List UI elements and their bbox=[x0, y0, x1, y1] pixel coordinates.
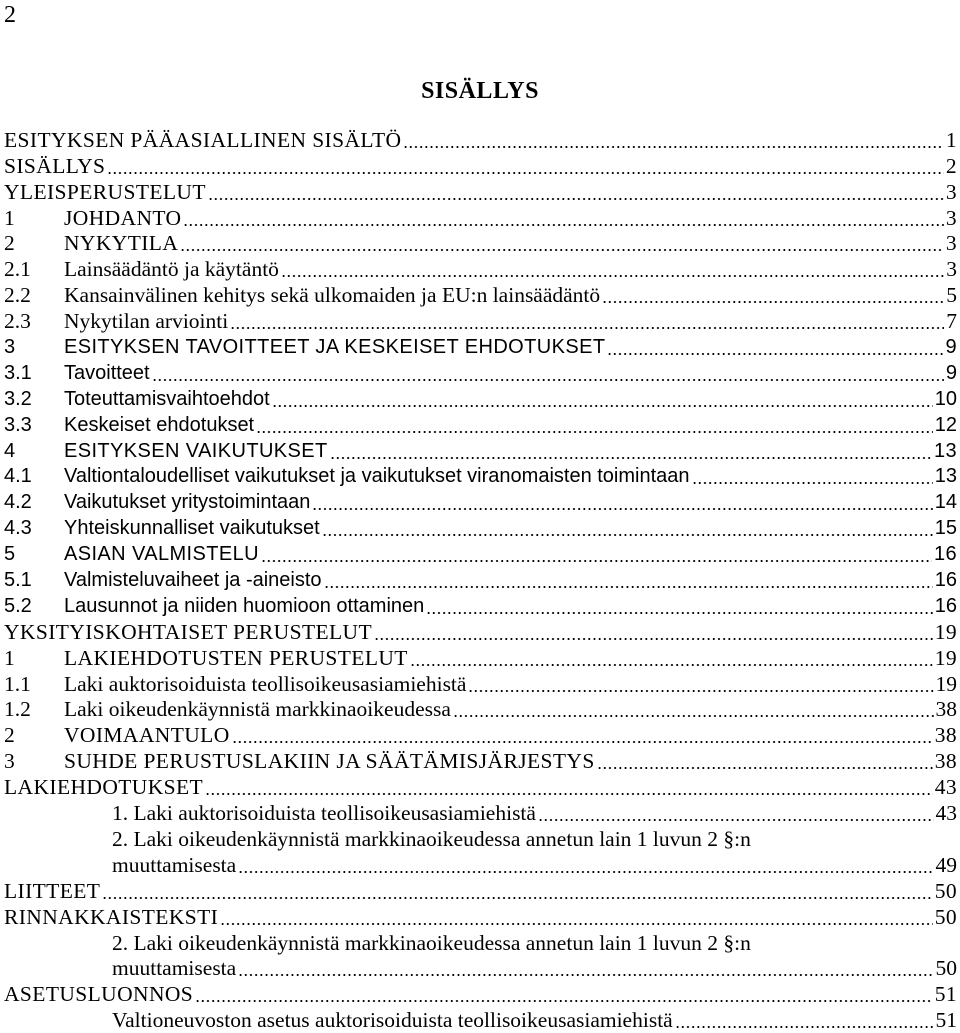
toc-entry bbox=[0, 1007, 957, 1033]
toc-entry-title: LAKIEHDOTUSTEN PERUSTELUT bbox=[64, 645, 408, 670]
dot-leader bbox=[426, 612, 932, 614]
toc-entry bbox=[0, 360, 957, 386]
toc-entry bbox=[0, 645, 957, 671]
toc-entry bbox=[0, 930, 957, 956]
toc-entry-page: 5 bbox=[946, 283, 957, 308]
dot-leader bbox=[324, 586, 933, 588]
toc-entry-page: 15 bbox=[934, 517, 957, 540]
toc-entry-title: Toteuttamisvaihtoehdot bbox=[64, 387, 270, 410]
toc-entry-page: 51 bbox=[934, 982, 957, 1007]
toc-entry-page: 3 bbox=[946, 257, 957, 282]
toc-entry bbox=[0, 412, 957, 438]
toc-entry bbox=[0, 515, 957, 541]
toc-entry-page: 7 bbox=[946, 309, 957, 334]
toc-entry-number: 2 bbox=[4, 231, 16, 256]
toc-entry-page: 14 bbox=[934, 491, 957, 514]
toc-entry-page: 13 bbox=[934, 465, 957, 488]
toc-entry bbox=[0, 153, 957, 179]
toc-entry bbox=[0, 489, 957, 515]
toc-entry-title: Tavoitteet bbox=[64, 361, 150, 384]
toc-entry-page: 9 bbox=[945, 336, 957, 359]
toc-entry bbox=[0, 464, 957, 490]
toc-entry bbox=[0, 593, 957, 619]
dot-leader bbox=[675, 1026, 934, 1028]
toc-entry-title: Laki oikeudenkäynnistä markkinaoikeudessa bbox=[64, 697, 451, 722]
toc-entry-number: 3 bbox=[4, 749, 16, 774]
toc-entry-number: 1.1 bbox=[4, 671, 31, 696]
toc-entry bbox=[0, 619, 957, 645]
dot-leader bbox=[208, 198, 944, 200]
toc-entry bbox=[0, 904, 957, 930]
toc-entry-title: Valmisteluvaiheet ja -aineisto bbox=[64, 569, 322, 592]
toc-entry-title: ASIAN VALMISTELU bbox=[64, 543, 259, 566]
toc-entry-page: 19 bbox=[934, 645, 957, 670]
toc-entry-page: 2 bbox=[945, 153, 957, 178]
dot-leader bbox=[238, 871, 933, 873]
toc-entry bbox=[0, 205, 957, 231]
toc-entry-page: 19 bbox=[935, 671, 957, 696]
toc-entry-title: VOIMAANTULO bbox=[64, 723, 230, 748]
toc-entry-title: 1. Laki auktorisoiduista teollisoikeusasiamiehistä bbox=[112, 801, 536, 826]
toc-entry bbox=[0, 386, 957, 412]
dot-leader bbox=[538, 819, 934, 821]
toc-entry bbox=[0, 852, 957, 878]
dot-leader bbox=[195, 1000, 933, 1002]
toc-entry-title: muuttamisesta bbox=[112, 956, 237, 981]
toc-entry-title: RINNAKKAISTEKSTI bbox=[4, 904, 219, 929]
toc-entry bbox=[0, 127, 957, 153]
toc-entry-title: YKSITYISKOHTAISET PERUSTELUT bbox=[4, 619, 373, 644]
toc-entry-page: 3 bbox=[945, 231, 957, 256]
toc-entry-title: Valtiontaloudelliset vaikutukset ja vaikutukset viranomaisten toimintaan bbox=[64, 465, 690, 488]
toc-entry-page: 43 bbox=[934, 775, 957, 800]
toc-entry-page: 10 bbox=[934, 387, 957, 410]
toc-entry-number: 5.1 bbox=[4, 569, 32, 592]
dot-leader bbox=[453, 715, 934, 717]
dot-leader bbox=[232, 741, 933, 743]
toc-entry-number: 4 bbox=[4, 439, 16, 462]
dot-leader bbox=[403, 146, 943, 148]
dot-leader bbox=[238, 974, 933, 976]
dot-leader bbox=[230, 327, 944, 329]
toc-entry-title: muuttamisesta bbox=[112, 852, 237, 877]
toc-entry-page: 50 bbox=[934, 904, 957, 929]
dot-leader bbox=[602, 301, 944, 303]
toc-entry-title: Valtioneuvoston asetus auktorisoiduista teollisoikeusasiamiehistä bbox=[112, 1008, 673, 1033]
dot-leader bbox=[322, 534, 933, 536]
dot-leader bbox=[607, 353, 943, 355]
toc-entry bbox=[0, 256, 957, 282]
dot-leader bbox=[102, 897, 932, 899]
toc-entry bbox=[0, 722, 957, 748]
toc-entry-title: Keskeiset ehdotukset bbox=[64, 413, 255, 436]
toc-entry bbox=[0, 878, 957, 904]
toc-entry-page: 38 bbox=[935, 697, 957, 722]
toc-entry-page: 3 bbox=[945, 205, 957, 230]
toc-entry-title: ESITYKSEN PÄÄASIALLINEN SISÄLTÖ bbox=[4, 127, 402, 152]
toc-entry-number: 4.2 bbox=[4, 491, 32, 514]
toc-entry bbox=[0, 541, 957, 567]
toc-entry-page: 1 bbox=[945, 127, 957, 152]
toc-entry-number: 1 bbox=[4, 205, 16, 230]
dot-leader bbox=[410, 664, 933, 666]
toc-entry-page: 9 bbox=[945, 361, 957, 384]
toc-entry-title: Nykytilan arviointi bbox=[64, 309, 229, 334]
toc-entry-page: 3 bbox=[945, 179, 957, 204]
toc-entry bbox=[0, 231, 957, 257]
toc-entry-title: SUHDE PERUSTUSLAKIIN JA SÄÄTÄMISJÄRJESTYS bbox=[64, 749, 595, 774]
toc-entry-title: 2. Laki oikeudenkäynnistä markkinaoikeudessa annetun lain 1 luvun 2 §:n bbox=[112, 826, 751, 851]
toc-entry-page: 50 bbox=[935, 956, 957, 981]
toc-entry-number: 2.3 bbox=[4, 309, 31, 334]
toc-entry-number: 5.2 bbox=[4, 594, 32, 617]
dot-leader bbox=[183, 224, 943, 226]
toc-entry-number: 2 bbox=[4, 723, 16, 748]
toc-entry bbox=[0, 826, 957, 852]
toc-entry-number: 5 bbox=[4, 543, 16, 566]
toc-entry bbox=[0, 567, 957, 593]
toc-entry bbox=[0, 774, 957, 800]
toc-entry-page: 38 bbox=[934, 749, 957, 774]
toc-entry-title: Yhteiskunnalliset vaikutukset bbox=[64, 517, 320, 540]
toc-heading: SISÄLLYS bbox=[421, 78, 539, 104]
dot-leader bbox=[220, 923, 932, 925]
toc-entry bbox=[0, 438, 957, 464]
toc-entry-title: LAKIEHDOTUKSET bbox=[4, 775, 204, 800]
toc-entry-title: Laki auktorisoiduista teollisoikeusasiamiehistä bbox=[64, 671, 467, 696]
toc-entry-title: NYKYTILA bbox=[64, 231, 179, 256]
toc-entry-page: 13 bbox=[933, 439, 957, 462]
dot-leader bbox=[692, 482, 933, 484]
toc-entry-title: Vaikutukset yritystoimintaan bbox=[64, 491, 311, 514]
toc-entry bbox=[0, 334, 957, 360]
toc-entry-number: 1.2 bbox=[4, 697, 31, 722]
toc-entry bbox=[0, 697, 957, 723]
toc-entry-title: JOHDANTO bbox=[64, 205, 182, 230]
dot-leader bbox=[281, 275, 944, 277]
toc-entry-page: 50 bbox=[934, 878, 957, 903]
toc-entry-page: 16 bbox=[934, 594, 957, 617]
dot-leader bbox=[272, 405, 933, 407]
toc-entry bbox=[0, 956, 957, 982]
page-number: 2 bbox=[4, 2, 16, 28]
toc-entry-page: 51 bbox=[935, 1008, 957, 1033]
dot-leader bbox=[374, 638, 933, 640]
toc-entry-title: YLEISPERUSTELUT bbox=[4, 179, 206, 204]
toc-entry-page: 12 bbox=[934, 413, 957, 436]
toc-entry bbox=[0, 282, 957, 308]
dot-leader bbox=[107, 172, 943, 174]
toc-entry-title: ESITYKSEN VAIKUTUKSET bbox=[64, 439, 328, 462]
toc-entry-title: ASETUSLUONNOS bbox=[4, 982, 194, 1007]
toc-entry bbox=[0, 800, 957, 826]
toc-entry-title: Lainsäädäntö ja käytäntö bbox=[64, 257, 279, 282]
toc-entry-page: 43 bbox=[935, 801, 957, 826]
dot-leader bbox=[597, 767, 933, 769]
dot-leader bbox=[152, 379, 944, 381]
toc-entry-page: 19 bbox=[934, 619, 957, 644]
toc-entry-title: Kansainvälinen kehitys sekä ulkomaiden ja EU:n lainsäädäntö bbox=[64, 283, 601, 308]
toc-entry-page: 38 bbox=[934, 723, 957, 748]
toc-entry-number: 3.3 bbox=[4, 413, 32, 436]
dot-leader bbox=[261, 560, 932, 562]
dot-leader bbox=[256, 431, 933, 433]
dot-leader bbox=[180, 249, 944, 251]
toc-entry-title: ESITYKSEN TAVOITTEET JA KESKEISET EHDOTUKSET bbox=[64, 336, 606, 359]
toc-entry bbox=[0, 308, 957, 334]
toc-entry-title: Lausunnot ja niiden huomioon ottaminen bbox=[64, 594, 425, 617]
toc-entry-page: 49 bbox=[935, 852, 957, 877]
toc-entry-title: LIITTEET bbox=[4, 878, 101, 903]
toc-entry-number: 2.1 bbox=[4, 257, 31, 282]
toc-entry-page: 16 bbox=[934, 569, 957, 592]
toc-entry bbox=[0, 748, 957, 774]
dot-leader bbox=[330, 457, 932, 459]
dot-leader bbox=[468, 690, 933, 692]
toc-entry bbox=[0, 671, 957, 697]
toc-entry-number: 3 bbox=[4, 336, 16, 359]
toc-entry bbox=[0, 179, 957, 205]
toc-entry-page: 16 bbox=[933, 543, 957, 566]
table-of-contents bbox=[0, 127, 957, 1033]
toc-entry-number: 4.1 bbox=[4, 465, 32, 488]
toc-entry-number: 2.2 bbox=[4, 283, 31, 308]
toc-entry-title: 2. Laki oikeudenkäynnistä markkinaoikeudessa annetun lain 1 luvun 2 §:n bbox=[112, 930, 751, 955]
dot-leader bbox=[312, 508, 932, 510]
toc-entry-number: 4.3 bbox=[4, 517, 32, 540]
toc-entry-number: 3.2 bbox=[4, 387, 32, 410]
toc-entry-number: 3.1 bbox=[4, 361, 32, 384]
toc-entry-number: 1 bbox=[4, 645, 16, 670]
dot-leader bbox=[205, 793, 933, 795]
toc-entry bbox=[0, 981, 957, 1007]
toc-entry-title: SISÄLLYS bbox=[4, 153, 106, 178]
